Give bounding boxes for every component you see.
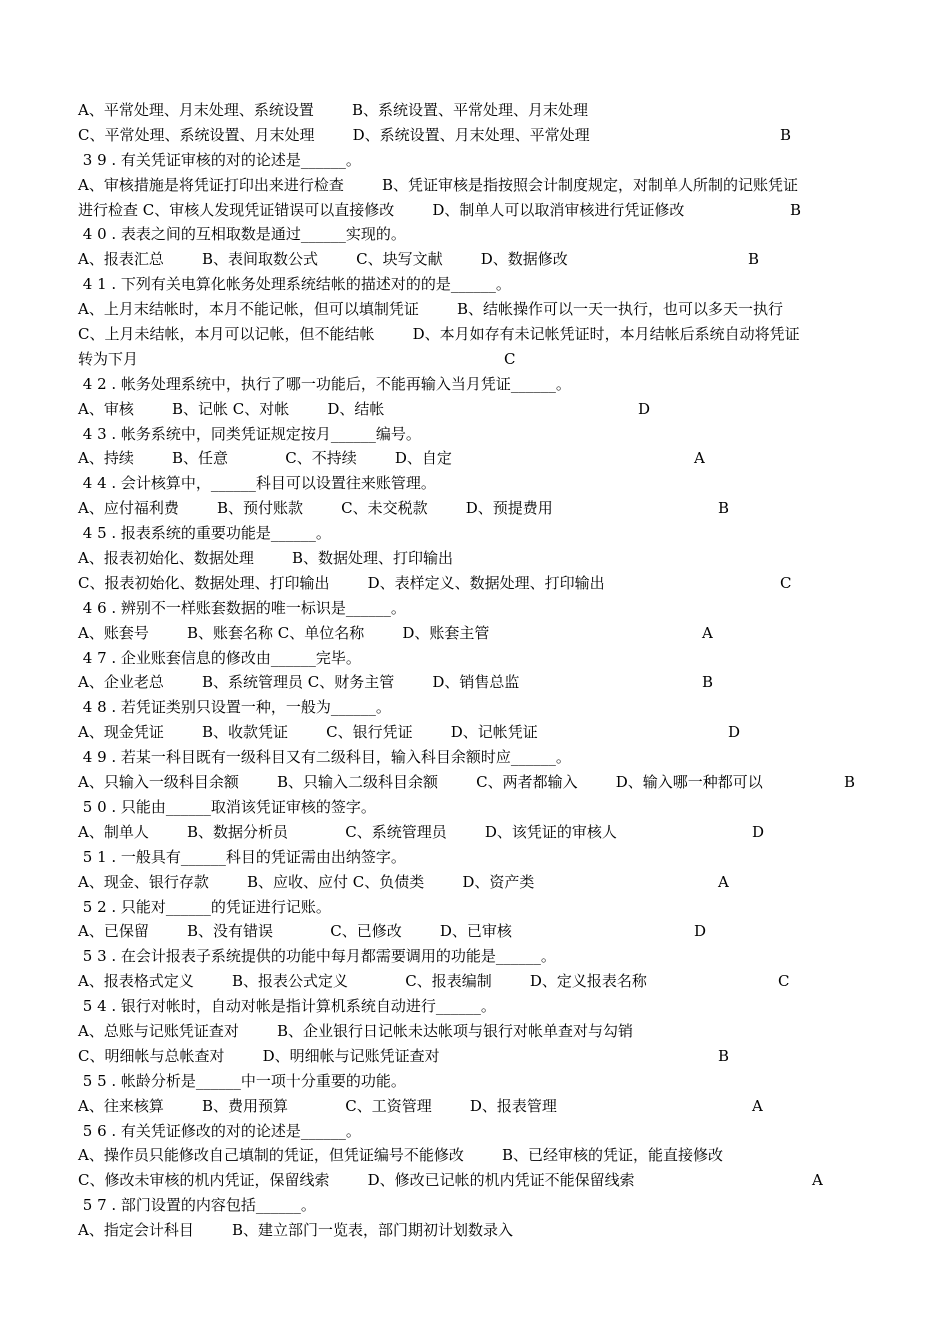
text-line [78,745,878,770]
line-text: A、报表汇总 B、表间取数公式 C、块写文献 D、数据修改 [78,250,568,269]
line-text: C、上月未结帐，本月可以记帐，但不能结帐 D、本月如存有未记帐凭证时，本月结帐后系统自动将凭证 [78,325,800,344]
line-text: A、现金、银行存款 B、应收、应付 C、负债类 D、资产类 [78,872,535,891]
text-line [78,969,878,994]
line-text: 进行检查 C、审核人发现凭证错误可以直接修改 D、制单人可以取消审核进行凭证修改 [78,200,685,219]
text-line [78,944,878,969]
line-text: 3 9 . 有关凭证审核的对的论述是______。 [78,150,361,169]
answer-key: A [718,872,729,891]
text-line [78,1143,878,1168]
text-line [78,994,878,1019]
line-text: 4 8 . 若凭证类别只设置一种，一般为______。 [78,698,391,717]
text-line [78,870,878,895]
answer-key: B [844,773,856,792]
text-line [78,1094,878,1119]
line-text: C、平常处理、系统设置、月末处理 D、系统设置、月末处理、平常处理 [78,125,590,144]
answer-key: D [694,922,707,941]
line-text: 4 5 . 报表系统的重要功能是______。 [78,524,331,543]
text-line [78,98,878,123]
answer-key: C [504,349,516,368]
text-line [78,198,878,223]
text-line [78,471,878,496]
line-text: 5 4 . 银行对帐时，自动对帐是指计算机系统自动进行______。 [78,997,496,1016]
text-line [78,546,878,571]
line-text: A、已保留 B、没有错误 C、已修改 D、已审核 [78,922,512,941]
line-text: 4 6 . 辨别不一样账套数据的唯一标识是______。 [78,598,406,617]
answer-key: C [780,573,792,592]
line-text: A、应付福利费 B、预付账款 C、未交税款 D、预提费用 [78,499,553,518]
answer-key: B [780,125,792,144]
text-line [78,496,878,521]
line-text: A、现金凭证 B、收款凭证 C、银行凭证 D、记帐凭证 [78,723,538,742]
text-line [78,222,878,247]
line-text: 5 2 . 只能对______的凭证进行记账。 [78,897,331,916]
text-line [78,1019,878,1044]
line-text: C、报表初始化、数据处理、打印输出 D、表样定义、数据处理、打印输出 [78,573,605,592]
line-text: C、修改未审核的机内凭证，保留线索 D、修改已记帐的机内凭证不能保留线索 [78,1171,635,1190]
text-line [78,173,878,198]
text-line [78,446,878,471]
answer-key: B [718,1046,730,1065]
line-text: 5 7 . 部门设置的内容包括______。 [78,1196,316,1215]
line-text: A、审核 B、记帐 C、对帐 D、结帐 [78,399,385,418]
text-line [78,247,878,272]
line-text: 转为下月 [78,349,139,368]
text-line [78,397,878,422]
document-body [78,98,878,1243]
text-line [78,1193,878,1218]
line-text: 4 1 . 下列有关电算化帐务处理系统结帐的描述对的的是______。 [78,275,511,294]
text-line [78,1218,878,1243]
answer-key: C [778,972,790,991]
text-line [78,820,878,845]
text-line [78,795,878,820]
answer-key: D [752,822,765,841]
text-line [78,148,878,173]
text-line [78,845,878,870]
answer-key: D [728,723,741,742]
line-text: C、明细帐与总帐查对 D、明细帐与记账凭证查对 [78,1046,440,1065]
answer-key: B [790,200,802,219]
line-text: A、制单人 B、数据分析员 C、系统管理员 D、该凭证的审核人 [78,822,617,841]
text-line [78,621,878,646]
text-line [78,272,878,297]
text-line [78,770,878,795]
line-text: 5 5 . 帐龄分析是______中一项十分重要的功能。 [78,1071,406,1090]
answer-key: B [718,499,730,518]
text-line [78,1168,878,1193]
line-text: A、持续 B、任意 C、不持续 D、自定 [78,449,452,468]
answer-key: B [702,673,714,692]
line-text: A、指定会计科目 B、建立部门一览表，部门期初计划数录入 [78,1221,514,1240]
line-text: 4 4 . 会计核算中，______科目可以设置往来账管理。 [78,474,436,493]
line-text: A、上月末结帐时，本月不能记帐，但可以填制凭证 B、结帐操作可以一天一执行，也可以多天一执行 [78,300,784,319]
text-line [78,646,878,671]
text-line [78,422,878,447]
line-text: A、审核措施是将凭证打印出来进行检查 B、凭证审核是指按照会计制度规定，对制单人所制的记账凭证 [78,175,799,194]
text-line [78,297,878,322]
line-text: 4 3 . 帐务系统中，同类凭证规定按月______编号。 [78,424,421,443]
line-text: 4 2 . 帐务处理系统中，执行了哪一功能后，不能再输入当月凭证______。 [78,374,571,393]
answer-key: A [752,1096,763,1115]
text-line [78,571,878,596]
line-text: 4 7 . 企业账套信息的修改由______完毕。 [78,648,361,667]
text-line [78,1069,878,1094]
text-line [78,670,878,695]
line-text: 5 6 . 有关凭证修改的对的论述是______。 [78,1121,361,1140]
line-text: A、操作员只能修改自己填制的凭证，但凭证编号不能修改 B、已经审核的凭证，能直接修改 [78,1146,724,1165]
answer-key: A [694,449,705,468]
text-line [78,895,878,920]
text-line [78,695,878,720]
line-text: A、平常处理、月末处理、系统设置 B、系统设置、平常处理、月末处理 [78,101,589,119]
text-line [78,1119,878,1144]
text-line [78,596,878,621]
text-line [78,720,878,745]
line-text: A、只输入一级科目余额 B、只输入二级科目余额 C、两者都输入 D、输入哪一种都可以 [78,773,763,792]
text-line [78,521,878,546]
line-text: 5 3 . 在会计报表子系统提供的功能中每月都需要调用的功能是______。 [78,947,556,966]
text-line [78,322,878,347]
text-line [78,123,878,148]
line-text: 4 9 . 若某一科目既有一级科目又有二级科目，输入科目余额时应______。 [78,748,571,767]
line-text: 4 0 . 表表之间的互相取数是通过______实现的。 [78,225,406,244]
line-text: A、报表初始化、数据处理 B、数据处理、打印输出 [78,549,454,568]
line-text: 5 0 . 只能由______取消该凭证审核的签字。 [78,797,376,816]
line-text: A、总账与记账凭证查对 B、企业银行日记帐未达帐项与银行对帐单查对与勾销 [78,1021,634,1040]
text-line [78,347,878,372]
line-text: A、报表格式定义 B、报表公式定义 C、报表编制 D、定义报表名称 [78,972,647,991]
line-text: A、往来核算 B、费用预算 C、工资管理 D、报表管理 [78,1096,557,1115]
line-text: A、企业老总 B、系统管理员 C、财务主管 D、销售总监 [78,673,520,692]
line-text: A、账套号 B、账套名称 C、单位名称 D、账套主管 [78,623,490,642]
answer-key: D [638,399,651,418]
answer-key: A [702,623,713,642]
answer-key: B [748,250,760,269]
text-line [78,1044,878,1069]
text-line [78,372,878,397]
answer-key: A [812,1171,823,1190]
text-line [78,919,878,944]
line-text: 5 1 . 一般具有______科目的凭证需由出纳签字。 [78,847,406,866]
